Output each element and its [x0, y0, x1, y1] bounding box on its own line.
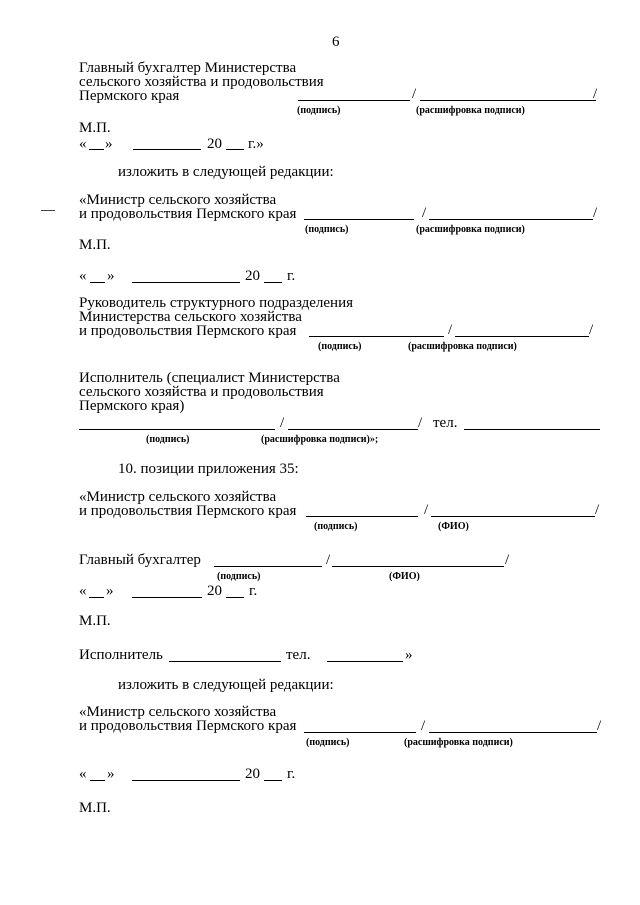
date-day-line — [90, 780, 105, 781]
signature-label: (подпись) — [305, 224, 349, 235]
sec1-title-line-2: сельского хозяйства и продовольствия — [79, 74, 324, 90]
date-year-line — [264, 282, 282, 283]
executor-line — [169, 661, 281, 662]
date-close-quote: » — [106, 583, 114, 599]
separator-slash: / — [505, 552, 510, 568]
fio-line — [431, 516, 595, 517]
date-open-quote: « — [79, 268, 87, 284]
separator-slash: / — [418, 415, 423, 431]
date-day-line — [90, 282, 105, 283]
signature-decode-line — [455, 336, 589, 337]
date-suffix: г. — [287, 766, 296, 782]
separator-slash: / — [589, 322, 594, 338]
stamp-place: М.П. — [79, 613, 111, 629]
sec3-title-line-2: Министерства сельского хозяйства — [79, 309, 302, 325]
date-day-line — [89, 149, 104, 150]
separator-slash: / — [424, 502, 429, 518]
separator-slash: / — [421, 718, 426, 734]
signature-label: (подпись) — [217, 571, 261, 582]
date-year-prefix: 20 — [207, 583, 222, 599]
separator-slash: / — [597, 718, 602, 734]
date-open-quote: « — [79, 766, 87, 782]
phone-label: тел. — [433, 415, 458, 431]
signature-decode-line — [429, 219, 593, 220]
signature-line — [214, 566, 322, 567]
sec1-title-line-3: Пермского края — [79, 88, 180, 104]
separator-slash: / — [593, 86, 598, 102]
signature-decode-line — [429, 732, 597, 733]
stamp-place: М.П. — [79, 120, 111, 136]
decode-label: (расшифровка подписи) — [404, 737, 513, 748]
separator-slash: / — [280, 415, 285, 431]
signature-line — [309, 336, 444, 337]
fio-label: (ФИО) — [389, 571, 420, 582]
signature-label: (подпись) — [297, 105, 341, 116]
phone-line — [327, 661, 403, 662]
signature-line — [304, 732, 416, 733]
date-open-quote: « — [79, 136, 87, 152]
signature-label: (подпись) — [306, 737, 350, 748]
separator-slash: / — [412, 86, 417, 102]
date-open-quote: « — [79, 583, 87, 599]
stamp-place: М.П. — [79, 800, 111, 816]
sec4-title-line-1: Исполнитель (специалист Министерства — [79, 370, 340, 386]
signature-decode-line — [288, 429, 418, 430]
date-month-line — [132, 597, 202, 598]
signature-line — [298, 100, 410, 101]
sec4-title-line-2: сельского хозяйства и продовольствия — [79, 384, 324, 400]
item-heading: 10. позиции приложения 35: — [118, 461, 299, 477]
sec7-title-line-1: «Министр сельского хозяйства — [79, 704, 277, 720]
signature-line — [304, 219, 414, 220]
edit-instruction: изложить в следующей редакции: — [118, 164, 334, 180]
fio-label: (ФИО) — [438, 521, 469, 532]
decode-label: (расшифровка подписи) — [416, 224, 525, 235]
separator-slash: / — [593, 205, 598, 221]
phone-label: тел. — [286, 647, 311, 663]
date-close-quote: » — [107, 766, 115, 782]
sec6-title: Главный бухгалтер — [79, 552, 201, 568]
signature-line — [79, 429, 275, 430]
signature-decode-line — [420, 100, 596, 101]
date-year-line — [264, 780, 282, 781]
sec5-title-line-1: «Министр сельского хозяйства — [79, 489, 277, 505]
decode-label: (расшифровка подписи) — [416, 105, 525, 116]
date-year-prefix: 20 — [207, 136, 222, 152]
sec3-title-line-1: Руководитель структурного подразделения — [79, 295, 353, 311]
date-month-line — [132, 282, 240, 283]
separator-slash: / — [326, 552, 331, 568]
edit-instruction: изложить в следующей редакции: — [118, 677, 334, 693]
fio-line — [332, 566, 504, 567]
margin-mark — [41, 210, 55, 211]
signature-label: (подпись) — [314, 521, 358, 532]
date-close-quote: » — [107, 268, 115, 284]
sec4-title-line-3: Пермского края) — [79, 398, 185, 414]
date-close-quote: » — [105, 136, 113, 152]
date-day-line — [89, 597, 104, 598]
signature-label: (подпись) — [318, 341, 362, 352]
phone-line — [464, 429, 600, 430]
sec2-title-line-1: «Министр сельского хозяйства — [79, 192, 277, 208]
signature-label: (подпись) — [146, 434, 190, 445]
date-suffix: г. — [287, 268, 296, 284]
decode-label: (расшифровка подписи)»; — [261, 434, 379, 445]
date-month-line — [133, 149, 201, 150]
date-year-line — [226, 149, 244, 150]
end-quote: » — [405, 647, 413, 663]
sec2-title-line-2: и продовольствия Пермского края — [79, 206, 297, 222]
sec1-title-line-1: Главный бухгалтер Министерства — [79, 60, 297, 76]
date-suffix: г. — [249, 583, 258, 599]
decode-label: (расшифровка подписи) — [408, 341, 517, 352]
separator-slash: / — [595, 502, 600, 518]
executor-label: Исполнитель — [79, 647, 163, 663]
sec7-title-line-2: и продовольствия Пермского края — [79, 718, 297, 734]
sec3-title-line-3: и продовольствия Пермского края — [79, 323, 297, 339]
date-year-line — [226, 597, 244, 598]
sec5-title-line-2: и продовольствия Пермского края — [79, 503, 297, 519]
signature-line — [306, 516, 418, 517]
date-suffix: г.» — [248, 136, 264, 152]
page-number: 6 — [332, 34, 340, 50]
date-month-line — [132, 780, 240, 781]
date-year-prefix: 20 — [245, 268, 260, 284]
stamp-place: М.П. — [79, 237, 111, 253]
separator-slash: / — [422, 205, 427, 221]
date-year-prefix: 20 — [245, 766, 260, 782]
separator-slash: / — [448, 322, 453, 338]
